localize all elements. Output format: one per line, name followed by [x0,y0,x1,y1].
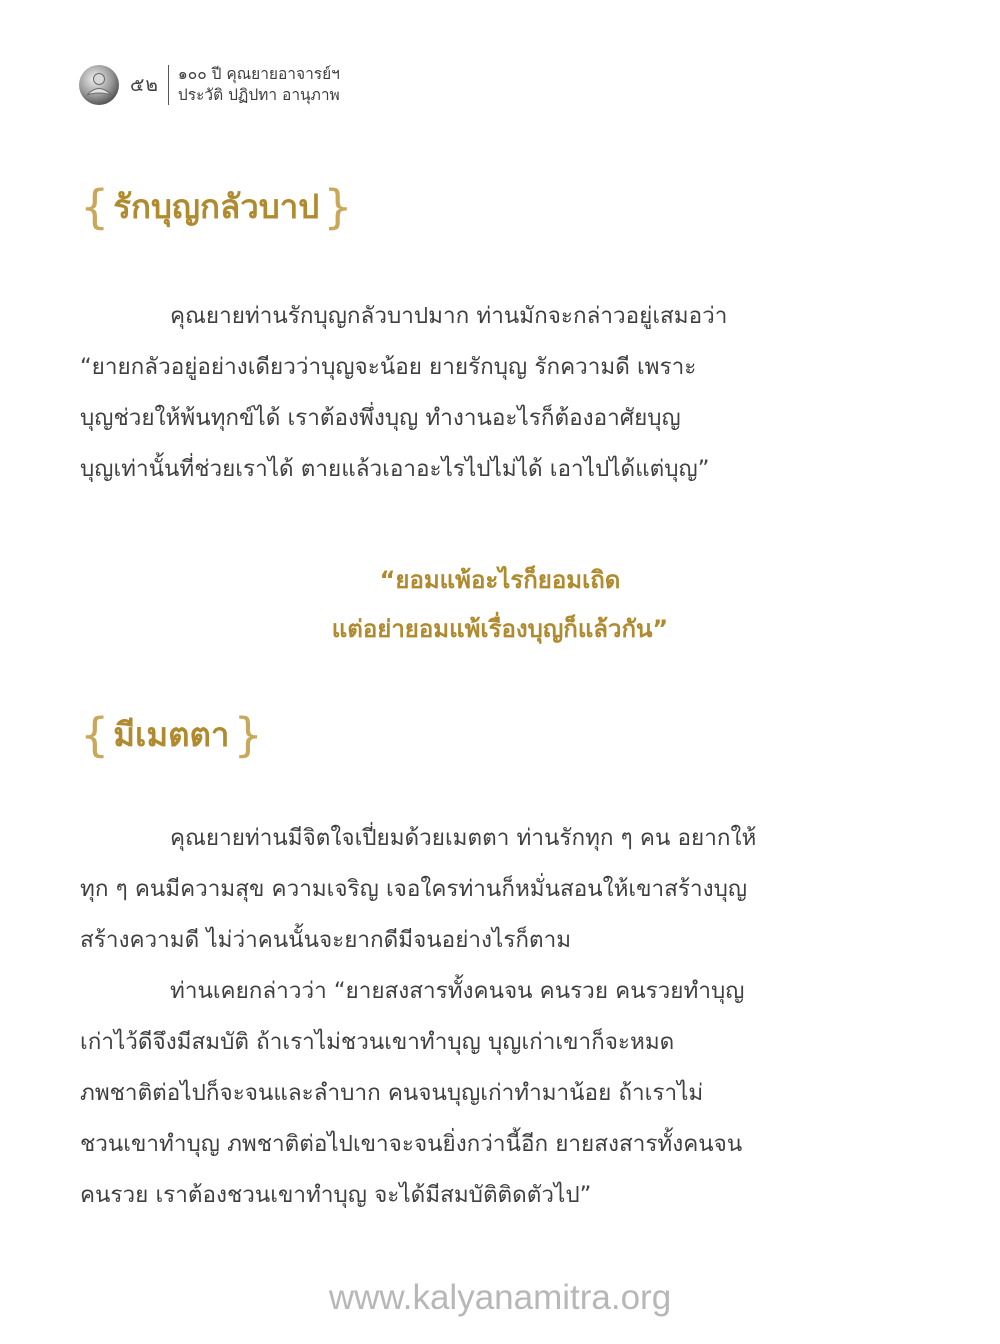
paragraph-line: คุณยายท่านมีจิตใจเปี่ยมด้วยเมตตา ท่านรักทุก ๆ คน อยากให้ [170,825,757,851]
running-title-line-2: ประวัติ ปฏิปทา อานุภาพ [177,86,340,104]
running-title [178,64,340,106]
paragraph-line: คุณยายท่านรักบุญกลัวบาปมาก ท่านมักจะกล่าวอยู่เสมอว่า [170,303,728,329]
paragraph-line: ภพชาติต่อไปก็จะจนและลำบาก คนจนบุญเก่าทำมาน้อย ถ้าเราไม่ [80,1080,704,1106]
paragraph-line: ชวนเขาทำบุญ ภพชาติต่อไปเขาจะจนยิ่งกว่านี้อีก ยายสงสารทั้งคนจน [80,1131,743,1157]
paragraph-line: ท่านเคยกล่าวว่า “ยายสงสารทั้งคนจน คนรวย คนรวยทำบุญ [170,978,745,1004]
left-brace-ornament: { [80,707,110,762]
paragraph-line: บุญเท่านั้นที่ช่วยเราได้ ตายแล้วเอาอะไรไปไม่ได้ เอาไปได้แต่บุญ” [80,456,710,482]
footer-website-url: www.kalyanamitra.org [328,1278,672,1317]
section-heading-love-merit [80,180,353,233]
paragraph-kindness-1 [80,813,850,966]
page-number: ๕๒ [130,74,159,96]
paragraph-line: คนรวย เราต้องชวนเขาทำบุญ จะได้มีสมบัติติดตัวไป” [80,1182,592,1208]
quote-line: แต่อย่ายอมแพ้เรื่องบุญก็แล้วกัน” [331,615,669,643]
paragraph-kindness-2 [80,966,850,1221]
paragraph-line: เก่าไว้ดีจึงมีสมบัติ ถ้าเราไม่ชวนเขาทำบุญ บุญเก่าเขาก็จะหมด [80,1029,675,1055]
section-heading-kindness [80,708,263,761]
dhamma-emblem-icon [78,64,120,106]
section-heading-text: มีเมตตา [113,715,230,754]
right-brace-ornament: } [323,179,353,234]
paragraph-line: “ยายกลัวอยู่อย่างเดียวว่าบุญจะน้อย ยายรักบุญ รักความดี เพราะ [80,354,697,380]
page-header [78,62,340,108]
paragraph-line: บุญช่วยให้พ้นทุกข์ได้ เราต้องพึ่งบุญ ทำงานอะไรก็ต้องอาศัยบุญ [80,405,681,431]
highlight-quote [80,556,920,654]
paragraph-line: สร้างความดี ไม่ว่าคนนั้นจะยากดีมีจนอย่างไรก็ตาม [80,927,572,953]
left-brace-ornament: { [80,179,110,234]
quote-line: “ยอมแพ้อะไรก็ยอมเถิด [379,566,621,594]
right-brace-ornament: } [233,707,263,762]
paragraph-line: ทุก ๆ คนมีความสุข ความเจริญ เจอใครท่านก็หมั่นสอนให้เขาสร้างบุญ [80,876,748,902]
paragraph-love-merit [80,291,850,495]
header-divider [168,65,169,105]
section-heading-text: รักบุญกลัวบาป [113,187,320,226]
running-title-line-1: ๑๐๐ ปี คุณยายอาจารย์ฯ [177,65,340,83]
